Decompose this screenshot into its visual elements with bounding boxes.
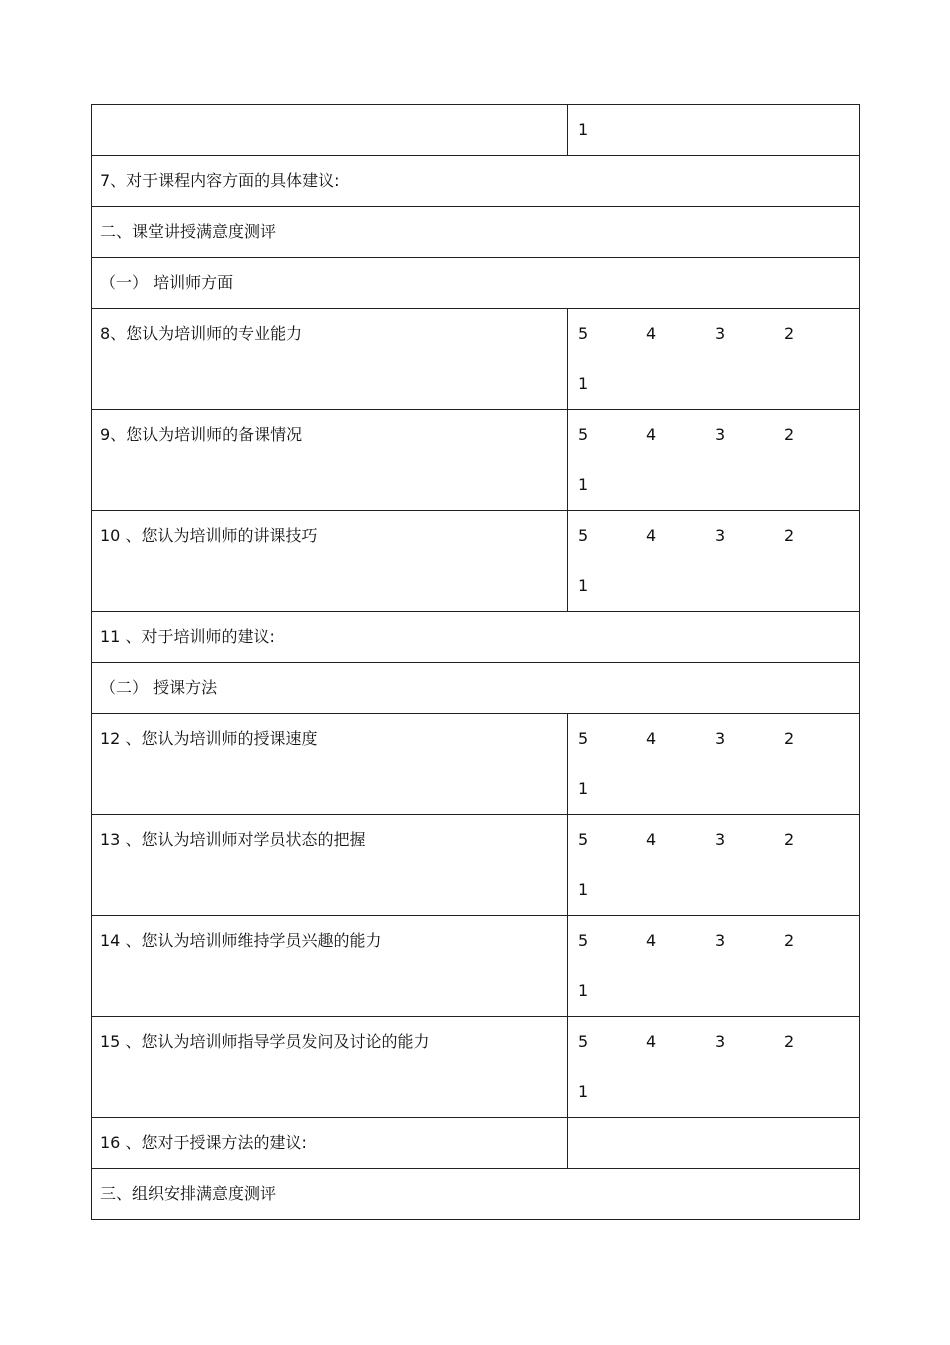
table-row: [92, 815, 860, 916]
rating-option-3: 3: [715, 729, 726, 748]
section-cell: [92, 663, 860, 714]
rating-option-2: 2: [784, 1032, 795, 1051]
rating-option-5: 5: [578, 729, 589, 748]
rating-option-1: 1: [578, 981, 589, 1000]
table-row: [92, 1017, 860, 1118]
rating-value-1: 1: [578, 120, 589, 139]
section-cell: [92, 1169, 860, 1220]
table-row: [92, 156, 860, 207]
question-cell: [92, 105, 568, 156]
rating-scale: [568, 410, 859, 510]
rating-option-4: 4: [646, 729, 657, 748]
table-row: [92, 663, 860, 714]
table-row: [92, 511, 860, 612]
rating-option-5: 5: [578, 830, 589, 849]
question-8-label: 8、您认为培训师的专业能力: [100, 324, 303, 343]
question-7-label: 7、对于课程内容方面的具体建议:: [100, 171, 340, 190]
survey-table: [91, 104, 860, 1220]
rating-option-3: 3: [715, 1032, 726, 1051]
rating-option-3: 3: [715, 425, 726, 444]
rating-option-3: 3: [715, 526, 726, 545]
question-11-label: 11 、对于培训师的建议:: [100, 627, 275, 646]
rating-option-5: 5: [578, 1032, 589, 1051]
rating-option-2: 2: [784, 425, 795, 444]
question-cell: [92, 511, 568, 612]
rating-option-4: 4: [646, 425, 657, 444]
rating-option-1: 1: [578, 576, 589, 595]
rating-option-2: 2: [784, 324, 795, 343]
rating-scale: [568, 916, 859, 1016]
table-row: [92, 714, 860, 815]
table-row: [92, 410, 860, 511]
section-cell: [92, 207, 860, 258]
question-14-label: 14 、您认为培训师维持学员兴趣的能力: [100, 931, 382, 950]
rating-option-5: 5: [578, 931, 589, 950]
question-cell: [92, 309, 568, 410]
table-row: [92, 1169, 860, 1220]
question-cell: [92, 1118, 568, 1169]
question-16-label: 16 、您对于授课方法的建议:: [100, 1133, 307, 1152]
table-row: [92, 1118, 860, 1169]
rating-option-5: 5: [578, 526, 589, 545]
question-cell: [92, 916, 568, 1017]
rating-scale: [568, 1017, 859, 1117]
answer-cell: [568, 1118, 860, 1169]
rating-option-2: 2: [784, 729, 795, 748]
rating-cell: [568, 410, 860, 511]
table-row: [92, 207, 860, 258]
rating-option-1: 1: [578, 880, 589, 899]
rating-option-3: 3: [715, 324, 726, 343]
question-10-label: 10 、您认为培训师的讲课技巧: [100, 526, 318, 545]
rating-scale: [568, 511, 859, 611]
rating-option-1: 1: [578, 779, 589, 798]
rating-cell: [568, 1017, 860, 1118]
rating-cell: [568, 714, 860, 815]
rating-option-4: 4: [646, 1032, 657, 1051]
section-cell: [92, 612, 860, 663]
rating-option-5: 5: [578, 425, 589, 444]
rating-scale: [568, 714, 859, 814]
rating-option-2: 2: [784, 526, 795, 545]
rating-cell: [568, 815, 860, 916]
table-row: [92, 105, 860, 156]
subsection-heading-trainer: （一） 培训师方面: [100, 273, 234, 292]
question-9-label: 9、您认为培训师的备课情况: [100, 425, 303, 444]
rating-scale: [568, 309, 859, 409]
table-row: [92, 916, 860, 1017]
rating-option-4: 4: [646, 526, 657, 545]
table-row: [92, 612, 860, 663]
question-cell: [92, 714, 568, 815]
question-cell: [92, 1017, 568, 1118]
rating-option-1: 1: [578, 1082, 589, 1101]
question-13-label: 13 、您认为培训师对学员状态的把握: [100, 830, 366, 849]
section-cell: [92, 156, 860, 207]
rating-option-3: 3: [715, 931, 726, 950]
rating-option-4: 4: [646, 830, 657, 849]
rating-option-4: 4: [646, 931, 657, 950]
question-12-label: 12 、您认为培训师的授课速度: [100, 729, 318, 748]
subsection-heading-method: （二） 授课方法: [100, 678, 218, 697]
rating-cell: [568, 105, 860, 156]
rating-scale: [568, 815, 859, 915]
question-cell: [92, 410, 568, 511]
rating-option-5: 5: [578, 324, 589, 343]
section-cell: [92, 258, 860, 309]
rating-option-1: 1: [578, 475, 589, 494]
rating-cell: [568, 309, 860, 410]
question-15-label: 15 、您认为培训师指导学员发问及讨论的能力: [100, 1032, 430, 1051]
rating-option-2: 2: [784, 830, 795, 849]
table-row: [92, 309, 860, 410]
section-heading-3: 三、组织安排满意度测评: [100, 1184, 277, 1203]
rating-cell: [568, 916, 860, 1017]
rating-option-2: 2: [784, 931, 795, 950]
rating-option-1: 1: [578, 374, 589, 393]
rating-option-3: 3: [715, 830, 726, 849]
rating-cell: [568, 511, 860, 612]
rating-option-4: 4: [646, 324, 657, 343]
section-heading-2: 二、课堂讲授满意度测评: [100, 222, 277, 241]
question-cell: [92, 815, 568, 916]
table-row: [92, 258, 860, 309]
